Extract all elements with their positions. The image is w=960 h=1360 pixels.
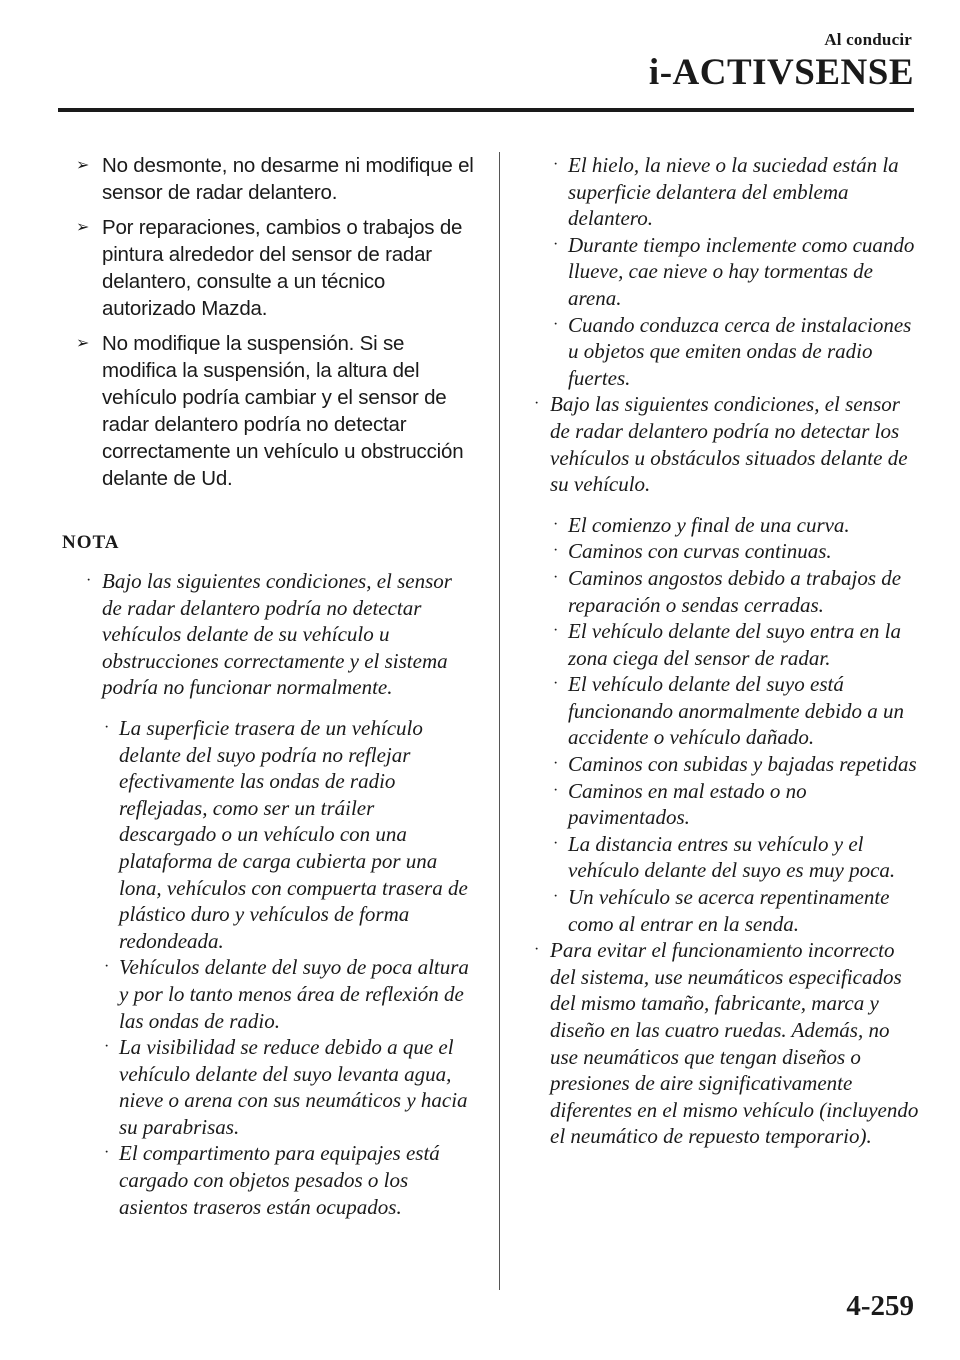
- nota-subitem-text: Caminos angostos debido a trabajos de reparación o sendas cerradas.: [568, 565, 902, 617]
- bullet-icon: ·: [104, 718, 110, 736]
- bullet-icon: ·: [553, 755, 559, 773]
- header-rule: [58, 108, 914, 112]
- nota-subitem: [76, 954, 476, 1034]
- nota-subitem-text: Caminos en mal estado o no pavimentados.: [568, 778, 807, 830]
- page-number: 4-259: [846, 1290, 914, 1322]
- nota-subitem-text: El compartimento para equipajes está cargado con objetos pesados o los asientos traseros están ocupados.: [119, 1141, 440, 1219]
- nota-item: [530, 937, 920, 1150]
- arrow-icon: ➢: [76, 219, 90, 236]
- nota-item-text: Bajo las siguientes condiciones, el sensor de radar delantero podría no detectar los vehículos u obstáculos situados delante de su vehículo.: [550, 392, 908, 497]
- left-column: [62, 152, 476, 1220]
- nota-subitem-text: Un vehículo se acerca repentinamente como al entrar en la senda.: [568, 885, 890, 936]
- bullet-icon: ·: [553, 888, 559, 906]
- nota-item: [530, 391, 920, 497]
- bullet-icon: ·: [553, 675, 559, 693]
- nota-subitem-text: El vehículo delante del suyo está funcionando anormalmente debido a un accidente o vehículo dañado.: [568, 672, 904, 750]
- bullet-icon: ·: [553, 235, 559, 253]
- nota-subitem: [530, 778, 920, 831]
- bullet-icon: ·: [553, 315, 559, 333]
- nota-subitem: [530, 831, 920, 884]
- nota-subitem: [76, 1140, 476, 1220]
- section-label: Al conducir: [824, 30, 912, 49]
- warning-item: [76, 152, 476, 206]
- nota-item-text: Bajo las siguientes condiciones, el sensor de radar delantero podría no detectar vehículos delante de su vehículo u obstrucciones correctamente y el sistema podría no funcionar normalmente.: [102, 569, 452, 700]
- arrow-icon: ➢: [76, 335, 90, 352]
- nota-subitem: [530, 152, 920, 232]
- nota-subitem-text: La superficie trasera de un vehículo delante del suyo podría no reflejar efectivamente las ondas de radio reflejadas, como ser un tráiler descargado o un vehículo con una plataforma de carga cubierta por una lona, vehículos con compuerta trasera de plástico duro y vehículos de forma redondeada.: [119, 715, 468, 953]
- nota-subitem: [76, 1034, 476, 1140]
- nota-subitem: [530, 751, 920, 778]
- warning-text: Por reparaciones, cambios o trabajos de pintura alrededor del sensor de radar delantero, consulte a un técnico autorizado Mazda.: [102, 216, 463, 320]
- right-column: [530, 152, 920, 1150]
- bullet-icon: ·: [553, 622, 559, 640]
- nota-subitem: [76, 715, 476, 954]
- bullet-icon: ·: [86, 572, 92, 589]
- nota-subitem: [530, 884, 920, 937]
- bullet-icon: ·: [553, 834, 559, 852]
- nota-subitem-text: La distancia entres su vehículo y el vehículo delante del suyo es muy poca.: [568, 831, 896, 883]
- nota-subitem-text: El hielo, la nieve o la suciedad están la superficie delantera del emblema delantero.: [568, 153, 899, 231]
- nota-subitem: [530, 671, 920, 751]
- warning-item: [76, 214, 476, 322]
- bullet-icon: ·: [553, 515, 559, 533]
- nota-item: [76, 568, 476, 701]
- bullet-icon: ·: [553, 542, 559, 560]
- nota-subitem: [530, 512, 920, 539]
- nota-subitem: [530, 618, 920, 671]
- nota-subitem: [530, 232, 920, 312]
- nota-subitem-text: Vehículos delante del suyo de poca altura y por lo tanto menos área de reflexión de las ondas de radio.: [119, 955, 469, 1033]
- warning-text: No modifique la suspensión. Si se modifica la suspensión, la altura del vehículo podría cambiar y el sensor de radar delantero podría no detectar correctamente un vehículo u obstrucción delante de Ud.: [102, 332, 464, 490]
- nota-subitem-text: El vehículo delante del suyo entra en la zona ciega del sensor de radar.: [568, 619, 901, 670]
- nota-subitem-text: La visibilidad se reduce debido a que el vehículo delante del suyo levanta agua, nieve o arena con sus neumáticos y hacia su parabrisas.: [119, 1035, 468, 1139]
- warning-item: [76, 330, 476, 492]
- nota-subitem: [530, 538, 920, 565]
- arrow-icon: ➢: [76, 157, 90, 174]
- nota-subitem-text: Caminos con curvas continuas.: [568, 539, 832, 564]
- nota-subitem-text: El comienzo y final de una curva.: [568, 512, 850, 537]
- nota-item-text: Para evitar el funcionamiento incorrecto del sistema, use neumáticos especificados del mismo tamaño, fabricante, marca y diseño en las cuatro ruedas. Además, no use neumáticos que tengan diseños o presiones de aire significativamente diferentes en el mismo vehículo (incluyendo el neumático de repuesto temporario).: [550, 938, 919, 1149]
- nota-subitem-text: Caminos con subidas y bajadas repetidas: [568, 752, 917, 777]
- nota-subitem: [530, 312, 920, 392]
- warning-list: [76, 152, 476, 492]
- column-divider: [499, 152, 500, 1290]
- bullet-icon: ·: [534, 395, 540, 413]
- bullet-icon: ·: [104, 1038, 110, 1056]
- bullet-icon: ·: [104, 1144, 110, 1162]
- bullet-icon: ·: [534, 941, 540, 959]
- nota-heading: NOTA: [62, 532, 120, 553]
- nota-subitem-text: Durante tiempo inclemente como cuando llueve, cae nieve o hay tormentas de arena.: [568, 232, 915, 310]
- bullet-icon: ·: [553, 156, 559, 173]
- bullet-icon: ·: [104, 958, 110, 976]
- nota-subitem: [530, 565, 920, 618]
- nota-subitem-text: Cuando conduzca cerca de instalaciones u objetos que emiten ondas de radio fuertes.: [568, 312, 912, 390]
- bullet-icon: ·: [553, 781, 559, 799]
- bullet-icon: ·: [553, 568, 559, 586]
- warning-text: No desmonte, no desarme ni modifique el sensor de radar delantero.: [102, 154, 474, 204]
- page-title: i-ACTIVSENSE: [648, 52, 914, 93]
